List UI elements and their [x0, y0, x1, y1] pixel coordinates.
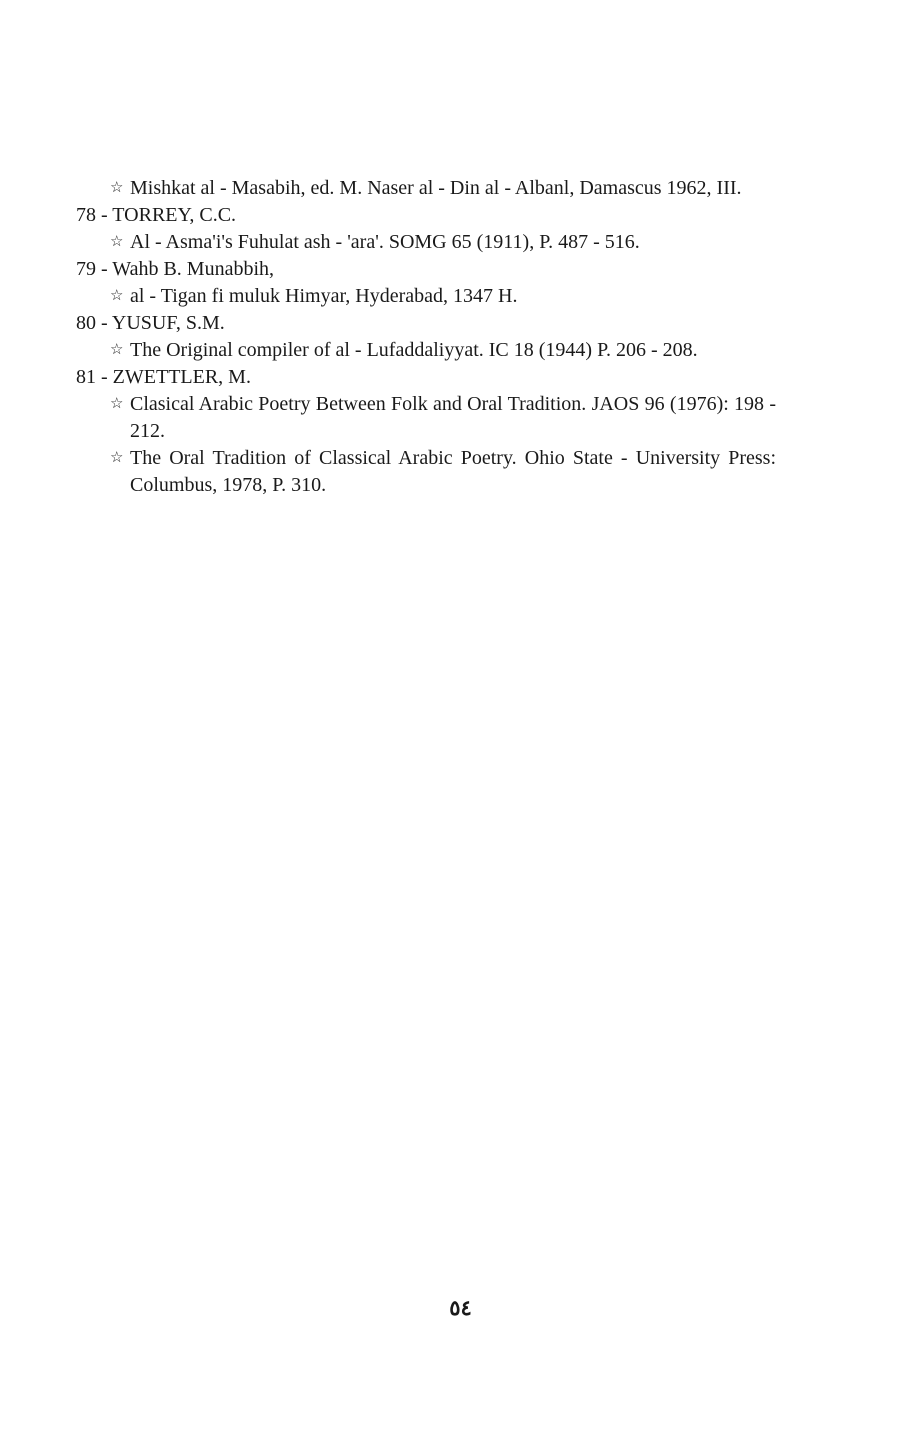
reference-text: The Oral Tradition of Classical Arabic Poetry. Ohio State - University Press: Columbus, 1978, P. 310.	[130, 447, 776, 496]
reference-text: Mishkat al - Masabih, ed. M. Naser al - Din al - Albanl, Damascus 1962, III.	[130, 177, 742, 199]
star-bullet-icon: ☆	[110, 234, 124, 250]
star-bullet-icon: ☆	[110, 342, 124, 358]
bibliography-list	[76, 175, 776, 499]
entry-heading: 81 - ZWETTLER, M.	[76, 366, 251, 388]
reference-text: al - Tigan fi muluk Himyar, Hyderabad, 1347 H.	[130, 285, 518, 307]
reference-item	[110, 175, 776, 202]
star-bullet-icon: ☆	[110, 180, 124, 196]
reference-item	[110, 283, 776, 310]
bibliography-entry-78	[76, 202, 776, 256]
star-bullet-icon: ☆	[110, 288, 124, 304]
entry-heading: 80 - YUSUF, S.M.	[76, 312, 225, 334]
entry-heading: 79 - Wahb B. Munabbih,	[76, 258, 275, 280]
bibliography-entry-79	[76, 256, 776, 310]
star-bullet-icon: ☆	[110, 450, 124, 466]
bibliography-entry-81	[76, 364, 776, 499]
reference-text: Clasical Arabic Poetry Between Folk and Oral Tradition. JAOS 96 (1976): 198 - 212.	[130, 393, 776, 442]
reference-text: The Original compiler of al - Lufaddaliyyat. IC 18 (1944) P. 206 - 208.	[130, 339, 698, 361]
bibliography-entry-80	[76, 310, 776, 364]
reference-text: Al - Asma'i's Fuhulat ash - 'ara'. SOMG 65 (1911), P. 487 - 516.	[130, 231, 640, 253]
reference-item	[110, 445, 776, 499]
star-bullet-icon: ☆	[110, 396, 124, 412]
reference-item	[110, 229, 776, 256]
entry-heading: 78 - TORREY, C.C.	[76, 204, 237, 226]
reference-item	[110, 391, 776, 445]
page-number: ٥٤	[449, 1296, 472, 1320]
reference-item	[110, 337, 776, 364]
